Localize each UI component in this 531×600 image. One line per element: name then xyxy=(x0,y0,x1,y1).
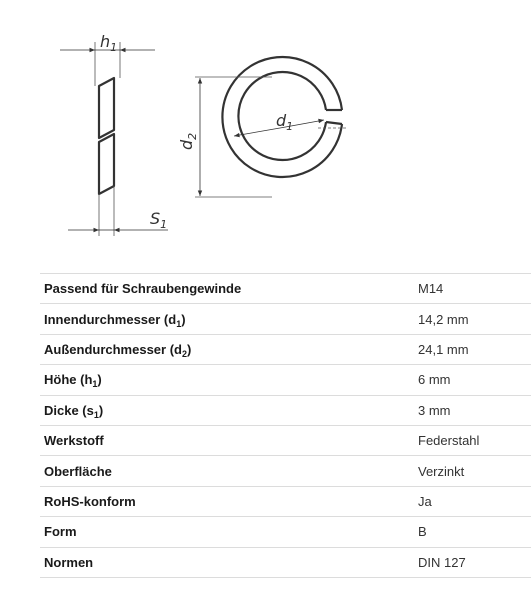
spec-value: 24,1 mm xyxy=(418,341,469,357)
spec-label-subscript: 2 xyxy=(181,348,187,359)
spec-row xyxy=(40,304,531,334)
spec-label-text: Innendurchmesser (d xyxy=(44,311,177,327)
spec-row xyxy=(40,334,531,364)
spec-label-text: Außendurchmesser (d xyxy=(44,341,182,357)
spec-label xyxy=(40,425,414,455)
spec-row xyxy=(40,547,531,577)
spec-label-text: Werkstoff xyxy=(44,433,104,449)
d2-label: $d_2$ xyxy=(177,132,199,150)
spec-label xyxy=(40,365,414,395)
spec-label-text: Normen xyxy=(44,554,94,570)
lower-profile xyxy=(99,134,114,194)
spec-value: 6 mm xyxy=(418,372,451,388)
spec-row xyxy=(40,395,531,425)
spec-row xyxy=(40,517,531,547)
spec-label xyxy=(40,395,414,425)
spec-label xyxy=(40,334,414,364)
spec-row xyxy=(40,274,531,304)
spec-label-subscript: 1 xyxy=(93,409,99,420)
spec-label-suffix: ) xyxy=(187,341,192,357)
spec-row xyxy=(40,456,531,486)
spec-label-text: Oberfläche xyxy=(44,463,112,479)
d2-extension-lines xyxy=(195,77,272,197)
spec-label xyxy=(40,547,414,577)
spec-label-subscript: 1 xyxy=(92,379,98,390)
spec-row xyxy=(40,425,531,455)
gap-bottom xyxy=(326,122,342,124)
upper-profile xyxy=(99,78,114,138)
spec-value: Ja xyxy=(418,493,432,509)
spec-label xyxy=(40,456,414,486)
spec-value: M14 xyxy=(418,281,444,297)
d1-label: $d_1$ xyxy=(276,111,294,133)
spec-table xyxy=(40,273,531,578)
technical-drawing xyxy=(0,0,531,262)
spec-label-subscript: 1 xyxy=(176,318,182,329)
spec-label-suffix: ) xyxy=(181,311,186,327)
spec-value: B xyxy=(418,524,427,540)
spec-label xyxy=(40,517,414,547)
spec-value: Verzinkt xyxy=(418,463,465,479)
spec-label xyxy=(40,304,414,334)
spec-label xyxy=(40,486,414,516)
spec-value: Federstahl xyxy=(418,433,480,449)
s1-label: $S_1$ xyxy=(150,209,168,231)
spec-value: 3 mm xyxy=(418,402,451,418)
h1-label: $h_1$ xyxy=(100,32,118,54)
spec-label-text: Form xyxy=(44,524,77,540)
spec-label-suffix: ) xyxy=(98,402,104,418)
spec-label-suffix: ) xyxy=(97,372,102,388)
spec-label-text: Höhe (h xyxy=(44,372,93,388)
spec-row xyxy=(40,365,531,395)
spec-label xyxy=(40,274,414,304)
side-view xyxy=(99,78,114,194)
spec-row xyxy=(40,486,531,516)
spring-washer-drawing xyxy=(0,0,531,262)
spec-value: DIN 127 xyxy=(418,554,466,570)
spec-label-text: RoHS-konform xyxy=(44,493,136,509)
spec-label-text: Passend für Schraubengewinde xyxy=(44,281,242,297)
spec-table-body xyxy=(40,274,531,578)
spec-label-text: Dicke (s xyxy=(44,402,94,418)
spec-value: 14,2 mm xyxy=(418,311,469,327)
